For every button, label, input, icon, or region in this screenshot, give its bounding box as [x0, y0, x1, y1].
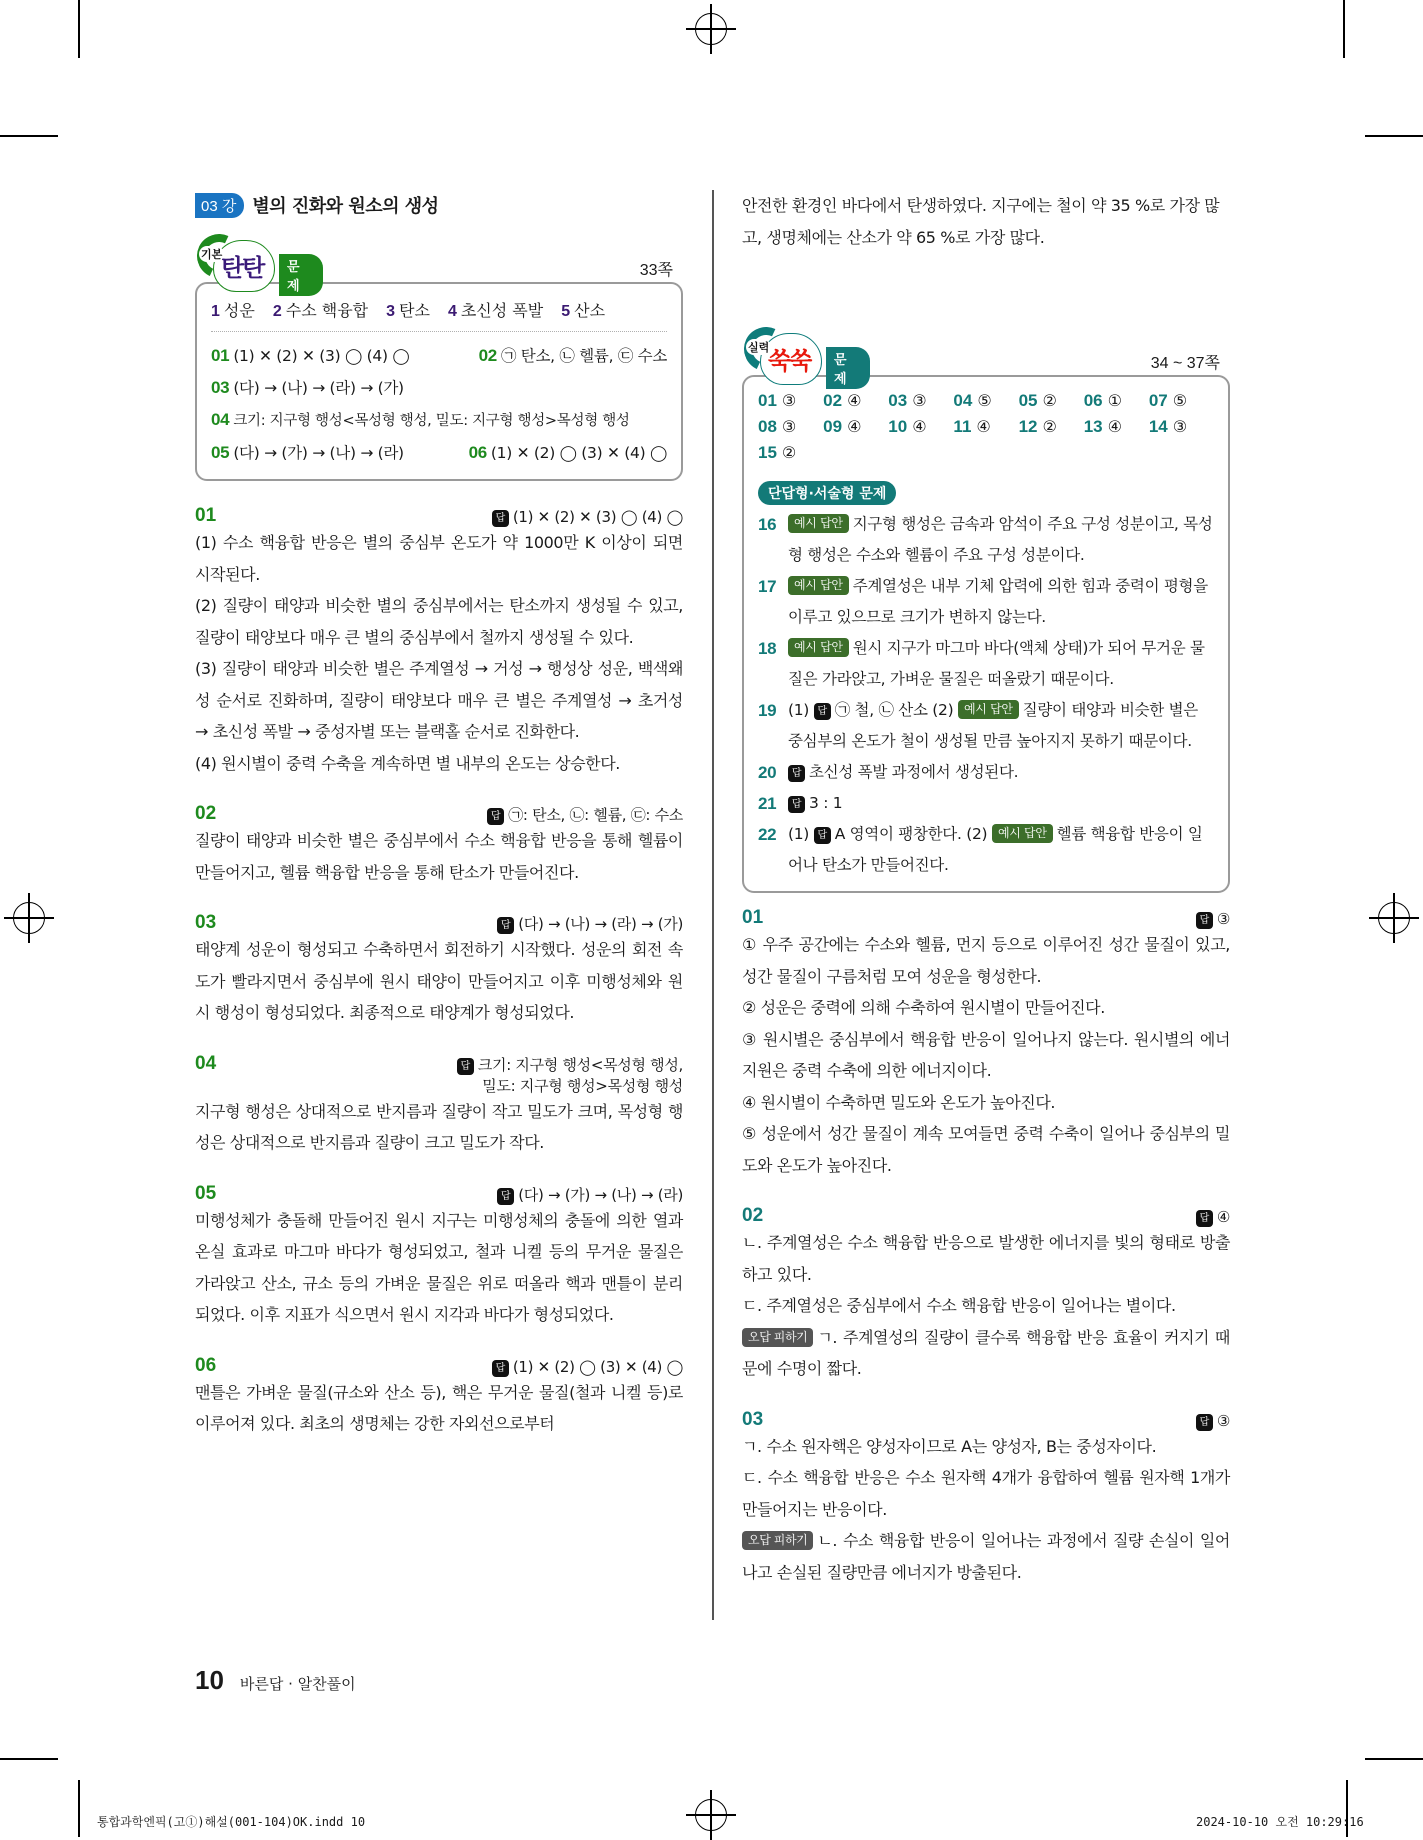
- basic-problems-logo: 기본 탄탄 문제: [195, 234, 323, 284]
- chapter-badge: 03 강: [195, 193, 244, 218]
- answer-icon: 답: [487, 808, 504, 825]
- answer-icon: 답: [814, 703, 831, 720]
- short-answer-20: 20 답 초신성 폭발 과정에서 생성된다.: [758, 763, 1019, 782]
- answer-icon: 답: [492, 510, 509, 527]
- page-reference: 34 ~ 37쪽: [1150, 355, 1220, 372]
- short-answer-18: 18 예시 답안 원시 지구가 마그마 바다(액체 상태)가 되어 무거운 물질은 가라앉고, 가벼운 물질은 떠올랐기 때문이다.: [758, 639, 1205, 688]
- crop-mark: [1365, 135, 1423, 137]
- answer-icon: 답: [814, 827, 831, 844]
- short-answer-22: 22 (1) 답 A 영역이 팽창한다. (2) 예시 답안 헬륨 핵융합 반응이 일어나 탄소가 만들어진다.: [758, 825, 1203, 874]
- example-answer-badge: 예시 답안: [788, 576, 849, 595]
- explanation-01: 01 답 (1) ✕ (2) ✕ (3) ◯ (4) ◯ (1) 수소 핵융합 반응은 별의 중심부 온도가 약 1000만 K 이상이 되면 시작된다. (2) 질량이 태양과 비슷한 별의 중심부에서는 탄소까지 생성될 수 있고, 질량이 태양보다 매우 큰 별의 중심부에서 철까지 생성될 수 있다. (3) 질량이 태양과 비슷한 별은 주계열성 → 거성 → 행성상 성운, 백색왜성 순서로 진화하며, 질량이 태양보다 매우 큰 별은 주계열성 → 초거성 → 초신성 폭발 → 중성자별 또는 블랙홀 순서로 진화한다. (4) 원시별이 중력 수축을 계속하면 별 내부의 온도는 상승한다.: [195, 505, 683, 773]
- answer-icon: 답: [497, 917, 514, 934]
- answer-icon: 답: [492, 1360, 509, 1377]
- basic-problems-box: [195, 238, 683, 481]
- concept-answers: [211, 298, 667, 332]
- page-reference: 33쪽: [639, 262, 673, 279]
- answer-icon: 답: [788, 765, 805, 782]
- answer-icon: 답: [1196, 912, 1213, 929]
- example-answer-badge: 예시 답안: [958, 700, 1019, 719]
- concept-item: 5 산소: [561, 301, 606, 320]
- answer-row: 03 (다) → (나) → (라) → (가): [211, 378, 404, 397]
- grid-answer: 02 ④: [823, 391, 862, 410]
- answer-icon: 답: [497, 1188, 514, 1205]
- advanced-problems-box: [742, 331, 1230, 893]
- example-answer-badge: 예시 답안: [788, 638, 849, 657]
- print-slug-date: 2024-10-10 오전 10:29:16: [1196, 1815, 1364, 1829]
- grid-answer: 12 ②: [1018, 417, 1057, 436]
- column-divider: [712, 190, 714, 1620]
- chapter-title: 별의 진화와 원소의 생성: [252, 196, 439, 217]
- registration-mark-bottom: [686, 1790, 736, 1840]
- grid-answer: 11 ④: [953, 417, 991, 436]
- grid-answer: 03 ③: [888, 391, 927, 410]
- example-answer-badge: 예시 답안: [788, 514, 849, 533]
- crop-mark: [78, 1780, 80, 1837]
- concept-item: 4 초신성 폭발: [447, 301, 544, 320]
- left-column: [195, 190, 683, 1440]
- advanced-problems-logo: 실력 쑥쑥 문제: [742, 327, 870, 377]
- answer-row: 05 (다) → (가) → (나) → (라) 06 (1) ✕ (2) ◯ (3) ✕ (4) ◯: [211, 443, 667, 462]
- registration-mark-right: [1369, 893, 1419, 943]
- answer-icon: 답: [457, 1058, 474, 1075]
- short-answer-17: 17 예시 답안 주계열성은 내부 기체 압력에 의한 힘과 중력이 평형을 이루고 있으므로 크기가 변하지 않는다.: [758, 577, 1208, 626]
- concept-item: 3 탄소: [386, 301, 430, 320]
- crop-mark: [0, 135, 58, 137]
- grid-answer: 05 ②: [1018, 391, 1057, 410]
- crop-mark: [78, 0, 80, 58]
- concept-item: 2 수소 핵융합: [272, 301, 369, 320]
- grid-answer: 15 ②: [758, 443, 797, 462]
- explanation-04: 04 답 크기: 지구형 행성<목성형 행성, 밀도: 지구형 행성>목성형 행성 지구형 행성은 상대적으로 반지름과 질량이 작고 밀도가 크며, 목성형 행성은 상대적으로 반지름과 질량이 크고 밀도가 작다.: [195, 1052, 683, 1152]
- example-answer-badge: 예시 답안: [992, 824, 1053, 843]
- registration-mark-top: [686, 4, 736, 54]
- grid-answer: 09 ④: [823, 417, 862, 436]
- continued-text: 안전한 환경인 바다에서 탄생하였다. 지구에는 철이 약 35 %로 가장 많고, 생명체에는 산소가 약 65 %로 가장 많다.: [742, 196, 1220, 247]
- chapter-header: [195, 190, 683, 220]
- grid-answer: 01 ③: [758, 391, 797, 410]
- short-answer-21: 21 답 3 : 1: [758, 794, 843, 813]
- avoid-wrong-answer-badge: 오답 피하기: [742, 1531, 813, 1550]
- registration-mark-left: [4, 893, 54, 943]
- crop-mark: [0, 1758, 58, 1760]
- grid-answer: 07 ⑤: [1148, 391, 1188, 410]
- explanation-03: 03 답 (다) → (나) → (라) → (가) 태양계 성운이 형성되고 수축하면서 회전하기 시작했다. 성운의 회전 속도가 빨라지면서 중심부에 원시 태양이 만들어지고 이후 미행성체와 원시 행성이 형성되었다. 최종적으로 태양계가 형성되었다.: [195, 912, 683, 1022]
- short-answer-19: 19 (1) 답 ㉠ 철, ㉡ 산소 (2) 예시 답안 질량이 태양과 비슷한 별은 중심부의 온도가 철이 생성될 만큼 높아지지 못하기 때문이다.: [758, 701, 1198, 750]
- explanation-02: 02 답 ㉠: 탄소, ㉡: 헬륨, ㉢: 수소 질량이 태양과 비슷한 별은 중심부에서 수소 핵융합 반응을 통해 헬륨이 만들어지고, 헬륨 핵융합 반응을 통해 탄소가 만들어진다.: [195, 803, 683, 882]
- grid-answer: 06 ①: [1083, 391, 1122, 410]
- short-answer-section-label: 단답형·서술형 문제: [758, 481, 896, 505]
- avoid-wrong-answer-badge: 오답 피하기: [742, 1328, 813, 1347]
- explanation-right-02: 02 답 ④ ㄴ. 주계열성은 수소 핵융합 반응으로 발생한 에너지를 빛의 형태로 방출하고 있다. ㄷ. 주계열성은 중심부에서 수소 핵융합 반응이 일어나는 별이다. 오답 피하기 ㄱ. 주계열성의 질량이 클수록 핵융합 반응 효율이 커지기 때문에 수명이 짧다.: [742, 1205, 1230, 1378]
- answer-icon: 답: [788, 796, 805, 813]
- right-column: [742, 190, 1230, 1588]
- answer-icon: 답: [1196, 1414, 1213, 1431]
- explanation-right-01: 01 답 ③ ① 우주 공간에는 수소와 헬륨, 먼지 등으로 이루어진 성간 물질이 있고, 성간 물질이 구름처럼 모여 성운을 형성한다. ② 성운은 중력에 의해 수축하여 원시별이 만들어진다. ③ 원시별은 중심부에서 핵융합 반응이 일어나지 않는다. 원시별의 에너지원은 중력 수축에 의한 에너지이다. ④ 원시별이 수축하면 밀도와 온도가 높아진다. ⑤ 성운에서 성간 물질이 계속 모여들면 중력 수축이 일어나 중심부의 밀도와 온도가 높아진다.: [742, 907, 1230, 1175]
- answer-row: 04 크기: 지구형 행성<목성형 행성, 밀도: 지구형 행성>목성형 행성: [211, 410, 630, 429]
- explanation-05: 05 답 (다) → (가) → (나) → (라) 미행성체가 충돌해 만들어진 원시 지구는 미행성체의 충돌에 의한 열과 온실 효과로 마그마 바다가 형성되었고, 철과 니켈 등의 무거운 물질은 가라앉고 산소, 규소 등의 가벼운 물질은 위로 떠올라 핵과 맨틀이 분리되었다. 이후 지표가 식으면서 원시 지각과 바다가 형성되었다.: [195, 1182, 683, 1324]
- print-slug-file: 통합과학엔픽(고①)해설(001-104)OK.indd 10: [97, 1815, 366, 1829]
- page-footer-title: 바른답 · 알찬풀이: [239, 1675, 356, 1693]
- grid-answer: 10 ④: [888, 417, 927, 436]
- answer-row: 01 (1) ✕ (2) ✕ (3) ◯ (4) ◯ 02 ㉠ 탄소, ㉡ 헬륨, ㉢ 수소: [211, 346, 667, 365]
- answer-icon: 답: [1196, 1210, 1213, 1227]
- short-answer-16: 16 예시 답안 지구형 행성은 금속과 암석이 주요 구성 성분이고, 목성형 행성은 수소와 헬륨이 주요 구성 성분이다.: [758, 515, 1213, 564]
- grid-answer: 13 ④: [1083, 417, 1122, 436]
- explanation-right-03: 03 답 ③ ㄱ. 수소 원자핵은 양성자이므로 A는 양성자, B는 중성자이다. ㄷ. 수소 핵융합 반응은 수소 원자핵 4개가 융합하여 헬륨 원자핵 1개가 만들어지는 반응이다. 오답 피하기 ㄴ. 수소 핵융합 반응이 일어나는 과정에서 질량 손실이 일어나고 손실된 질량만큼 에너지가 방출된다.: [742, 1408, 1230, 1582]
- grid-answer: 08 ③: [758, 417, 797, 436]
- explanation-06: 06 답 (1) ✕ (2) ◯ (3) ✕ (4) ◯ 맨틀은 가벼운 물질(규소와 산소 등), 핵은 무거운 물질(철과 니켈 등)로 이루어져 있다. 최초의 생명체는 강한 자외선으로부터: [195, 1354, 683, 1433]
- page-number: 10: [195, 1665, 224, 1695]
- grid-answer: 04 ⑤: [953, 391, 992, 410]
- concept-item: 1 성운: [211, 301, 255, 320]
- answer-grid: [758, 391, 1214, 463]
- crop-mark: [1365, 1758, 1423, 1760]
- crop-mark: [1343, 0, 1345, 58]
- page-footer: [195, 1665, 356, 1696]
- grid-answer: 14 ③: [1148, 417, 1188, 436]
